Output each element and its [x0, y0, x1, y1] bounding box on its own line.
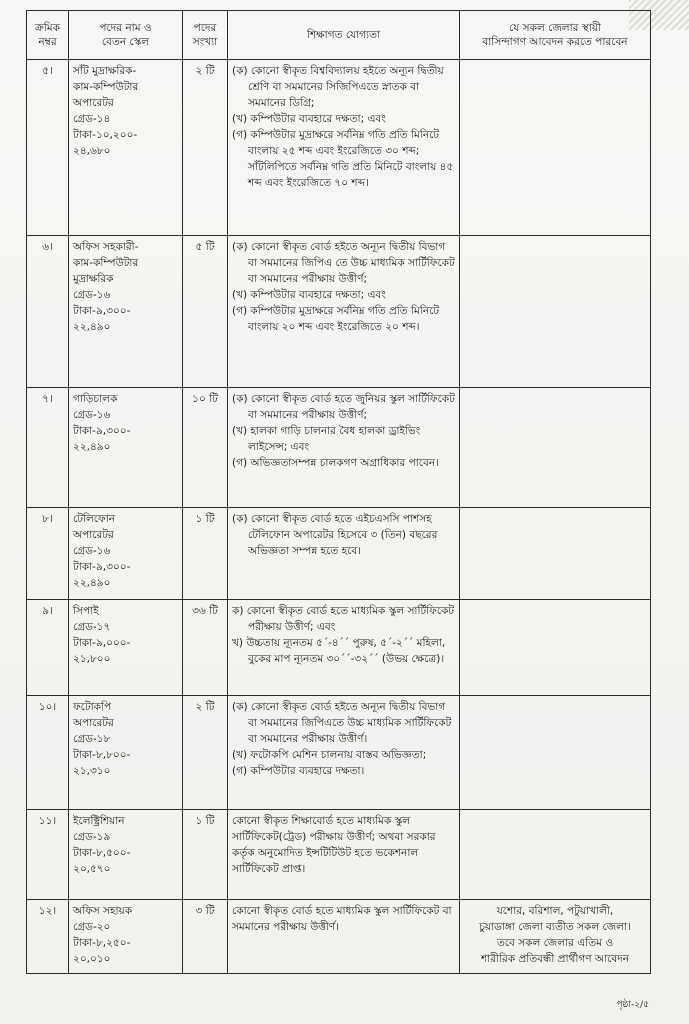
post-line: টাকা-৮,৫০০-: [73, 847, 131, 859]
count-cell: ১০ টি: [183, 388, 228, 508]
page-number: পৃষ্ঠা-২/৫: [616, 1000, 649, 1010]
district-cell: [460, 600, 651, 696]
post-cell: [69, 508, 183, 600]
post-line: গ্রেড-১৬: [73, 409, 111, 421]
post-line: ২১,৩১০: [73, 765, 111, 777]
post-line: ২০,০১০: [73, 953, 111, 965]
table-row: [27, 696, 651, 810]
qualification-item: (ক) কোনো স্বীকৃত বোর্ড হইতে অন্যূন দ্বিতীয় বিভাগ বা সমমানের জিপিএ তে উচ্চ মাধ্যমিক সার্টিফিকেট বা সমমানের পরীক্ষায় উত্তীর্ণ;: [232, 241, 455, 285]
post-line: অফিস সহকারী-: [73, 241, 139, 253]
qualification-cell: [228, 236, 460, 388]
table-row: [27, 810, 651, 900]
district-line: যশোর, বরিশাল, পটুয়াখালী,: [496, 905, 614, 917]
qualification-item: (গ) অভিজ্ঞতাসম্পন্ন চালকগণ অগ্রাধিকার পাবেন।: [232, 457, 439, 469]
qualification-item: (খ) কম্পিউটার ব্যবহারে দক্ষতা; এবং: [232, 113, 386, 125]
serial-cell: ৭।: [27, 388, 69, 508]
post-line: গ্রেড-১৯: [73, 831, 111, 843]
qualification-cell: [228, 60, 460, 236]
post-cell: [69, 810, 183, 900]
qualification-item: ক) কোনো স্বীকৃত বোর্ড হতে মাধ্যমিক স্কুল সার্টিফিকেট পরীক্ষায় উত্তীর্ণ; এবং: [232, 605, 455, 633]
district-cell: [460, 60, 651, 236]
header-count: পদের সংখ্যা: [183, 11, 228, 60]
post-line: টাকা-৯,৩০০-: [73, 561, 131, 573]
post-line: ২১,৮০০: [73, 653, 111, 665]
table-row: [27, 60, 651, 236]
post-line: টাকা-৮,২৫০-: [73, 937, 131, 949]
post-line: ২৪,৬৮০: [73, 145, 111, 157]
post-line: কাম-কম্পিউটার: [73, 257, 139, 269]
serial-cell: ১০।: [27, 696, 69, 810]
table-row: [27, 236, 651, 388]
count-cell: ২ টি: [183, 60, 228, 236]
header-district: যে সকল জেলার স্থায়ী বাসিন্দাগণ আবেদন করতে পারবেন: [460, 11, 651, 60]
post-line: গ্রেড-১৬: [73, 289, 111, 301]
qualification-cell: [228, 900, 460, 974]
qualification-item: কোনো স্বীকৃত শিক্ষাবোর্ড হতে মাধ্যমিক স্কুল সার্টিফিকেট(ট্রেড) পরীক্ষায় উত্তীর্ণ; অথবা সরকার কর্তৃক অনুমোদিত ইন্সটিটিউট হতে ভকেশনাল সার্টিফিকেট প্রাপ্ত।: [232, 815, 436, 875]
post-line: গ্রেড-১৬: [73, 545, 111, 557]
post-line: টাকা-৯,০০০-: [73, 637, 131, 649]
post-line: ২২,৪৯০: [73, 577, 111, 589]
count-cell: ৩ টি: [183, 900, 228, 974]
qualification-cell: [228, 388, 460, 508]
post-line: গ্রেড-২০: [73, 921, 111, 933]
qualification-item: (ক) কোনো স্বীকৃত বিশ্ববিদ্যালয় হইতে অন্যূন দ্বিতীয় শ্রেণি বা সমমানের সিজিপিএতে স্নাতক বা সমমানের ডিগ্রি;: [232, 65, 444, 109]
serial-cell: ১২।: [27, 900, 69, 974]
qualification-cell: [228, 508, 460, 600]
count-cell: ৩৬ টি: [183, 600, 228, 696]
post-line: মুদ্রাক্ষরিক: [73, 273, 114, 285]
post-line: গ্রেড-১৪: [73, 113, 111, 125]
post-line: গ্রেড-১৭: [73, 621, 111, 633]
qualification-item: (খ) হালকা গাড়ি চালনার বৈধ হালকা ড্রাইভিং লাইসেন্স; এবং: [232, 425, 421, 453]
header-post: পদের নাম ও বেতন স্কেল: [69, 11, 183, 60]
post-line: ২২,৪৯০: [73, 321, 111, 333]
post-line: অপারেটর: [73, 97, 114, 109]
qualification-cell: [228, 696, 460, 810]
post-line: কাম-কম্পিউটার: [73, 81, 139, 93]
post-line: সিপাই: [73, 605, 99, 617]
serial-cell: ৫।: [27, 60, 69, 236]
post-line: ইলেক্ট্রিশিয়ান: [73, 815, 125, 827]
district-cell: [460, 900, 651, 974]
count-cell: ৫ টি: [183, 236, 228, 388]
qualification-item: (গ) কম্পিউটার ব্যবহারে দক্ষতা।: [232, 765, 365, 777]
post-cell: [69, 388, 183, 508]
post-line: সাঁট মুদ্রাক্ষরিক-: [73, 65, 137, 77]
table-row: [27, 388, 651, 508]
district-cell: [460, 696, 651, 810]
district-cell: [460, 236, 651, 388]
serial-cell: ৮।: [27, 508, 69, 600]
table-row: [27, 600, 651, 696]
table-row: [27, 508, 651, 600]
serial-cell: ৬।: [27, 236, 69, 388]
qualification-item: (খ) ফটোকপি মেশিন চালনায় বাস্তব অভিজ্ঞতা;: [232, 749, 427, 761]
post-cell: [69, 900, 183, 974]
table-header-row: [27, 11, 651, 60]
post-line: ২২,৪৯০: [73, 441, 111, 453]
qualification-item: (খ) কম্পিউটার ব্যবহারে দক্ষতা; এবং: [232, 289, 386, 301]
count-cell: ২ টি: [183, 696, 228, 810]
table-row: [27, 900, 651, 974]
qualification-item: (ক) কোনো স্বীকৃত বোর্ড হতে এইচএসসি পাশসহ টেলিফোন অপারেটর হিসেবে ৩ (তিন) বছরের অভিজ্ঞতা সম্পন্ন হতে হবে।: [232, 513, 438, 557]
header-serial: ক্রমিক নম্বর: [27, 11, 69, 60]
post-line: গাড়িচালক: [73, 393, 118, 405]
post-line: টাকা-৯,৩০০-: [73, 425, 131, 437]
district-line: শারীরিক প্রতিবন্ধী প্রার্থীগণ আবেদন: [480, 953, 630, 965]
post-line: গ্রেড-১৮: [73, 733, 111, 745]
post-line: অপারেটর: [73, 529, 114, 541]
post-line: টেলিফোন: [73, 513, 116, 525]
qualification-cell: [228, 810, 460, 900]
serial-cell: ৯।: [27, 600, 69, 696]
post-line: অফিস সহায়ক: [73, 905, 133, 917]
qualification-item: (গ) কম্পিউটার মুদ্রাক্ষরে সর্বনিম্ন গতি প্রতি মিনিটে বাংলায় ২৫ শব্দ এবং ইংরেজিতে ৩০ শব্দ; সাঁটলিপিতে সর্বনিম্ন গতি প্রতি মিনিটে বাংলায় ৪৫ শব্দ এবং ইংরেজিতে ৭০ শব্দ।: [232, 129, 454, 189]
post-cell: [69, 60, 183, 236]
qualification-item: কোনো স্বীকৃত বোর্ড হতে মাধ্যমিক স্কুল সার্টিফিকেট বা সমমানের পরীক্ষায় উত্তীর্ণ।: [232, 905, 452, 933]
qualification-item: (গ) কম্পিউটার মুদ্রাক্ষরে সর্বনিম্ন গতি প্রতি মিনিটে বাংলায় ২০ শব্দ এবং ইংরেজিতে ২০ শব্দ।: [232, 305, 440, 333]
district-cell: [460, 508, 651, 600]
post-cell: [69, 600, 183, 696]
district-cell: [460, 388, 651, 508]
count-cell: ১ টি: [183, 810, 228, 900]
post-line: টাকা-১০,২০০-: [73, 129, 138, 141]
serial-cell: ১১।: [27, 810, 69, 900]
post-line: ফটোকপি: [73, 701, 112, 713]
count-cell: ১ টি: [183, 508, 228, 600]
job-table: [26, 10, 651, 974]
qualification-item: খ) উচ্চতায় ন্যূনতম ৫´-৪´´ পুরুষ, ৫´-২´´ মহিলা, বুকের মাপ ন্যূনতম ৩০´´-৩২´´ (উভয় ক্ষেত্রে)।: [232, 637, 446, 665]
qualification-item: (ক) কোনো স্বীকৃত বোর্ড হইতে অন্যূন দ্বিতীয় বিভাগ বা সমমানের জিপিএতে উচ্চ মাধ্যমিক সার্টিফিকেট বা সমমানের পরীক্ষায় উত্তীর্ণ।: [232, 701, 452, 745]
post-line: ২০,৫৭০: [73, 863, 111, 875]
qualification-item: (ক) কোনো স্বীকৃত বোর্ড হতে জুনিয়র স্কুল সার্টিফিকেট বা সমমানের পরীক্ষায় উত্তীর্ণ;: [232, 393, 455, 421]
post-cell: [69, 236, 183, 388]
post-cell: [69, 696, 183, 810]
qualification-cell: [228, 600, 460, 696]
post-line: অপারেটর: [73, 717, 114, 729]
post-line: টাকা-৮,৮০০-: [73, 749, 131, 761]
post-line: টাকা-৯,৩০০-: [73, 305, 131, 317]
district-line: তবে সকল জেলার এতিম ও: [496, 937, 614, 949]
header-qualification: শিক্ষাগত যোগ্যতা: [228, 11, 460, 60]
district-line: চুয়াডাঙ্গা জেলা ব্যতীত সকল জেলা।: [479, 921, 631, 933]
district-cell: [460, 810, 651, 900]
